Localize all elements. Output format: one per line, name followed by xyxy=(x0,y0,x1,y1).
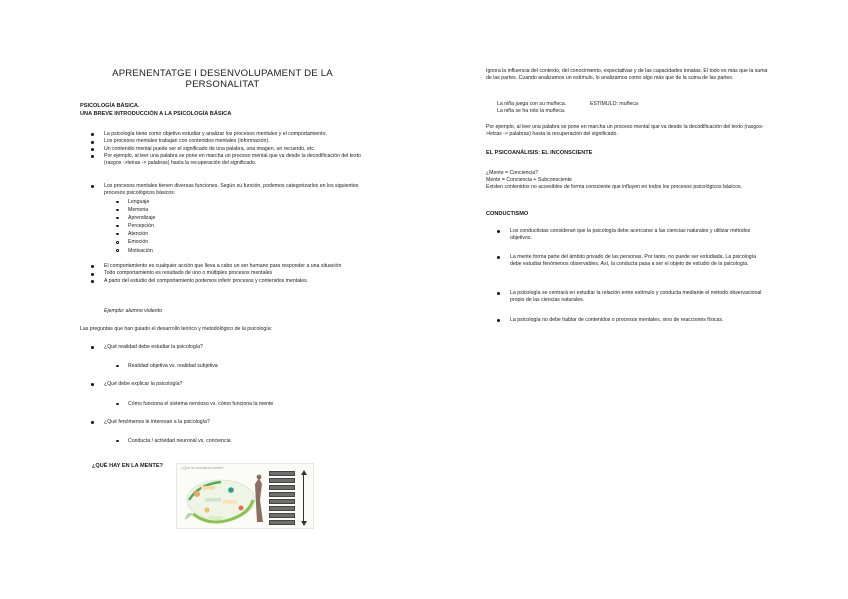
diagram-level-box xyxy=(269,485,295,490)
diagram-level-box xyxy=(269,506,295,511)
list-item: La psicología tiene como objetivo estudiar y analizar los procesos mentales y el comportamiento. xyxy=(80,131,365,138)
diagram-level-box xyxy=(269,499,295,504)
conduct-bullet-1 xyxy=(486,228,768,243)
question-item: ¿Qué realidad debe estudiar la psicología? xyxy=(80,344,365,351)
reading-example-paragraph: Por ejemplo, al leer una palabra se pone en marcha un proceso mental que va desde la decodificación del texto (rasgos->letras -> palabras) hasta la recuperación del significado. xyxy=(486,124,764,138)
process-item: Emoción xyxy=(80,238,280,246)
diagram-level-box xyxy=(269,513,295,518)
question-2 xyxy=(80,381,365,388)
conduct-bullet-3 xyxy=(486,290,768,305)
diagram-title: ¿Qué se estudia la mente? xyxy=(181,466,225,470)
list-item: La mente forma parte del ámbito privado de las personas. Por tanto, no puede ser estudiada. La psicología debe estudiar fenómenos observables. Así, la conducta pasa a ser el objeto de estudio de la psicología. xyxy=(486,254,768,269)
psico-line-1: ¿Mente = Conciencia? xyxy=(486,170,539,176)
process-item: Aprendizaje xyxy=(80,214,280,222)
answer-item: Realidad objetiva vs. realidad subjetiva xyxy=(80,362,340,370)
brain-processes-illustration xyxy=(179,470,269,530)
list-item: La psicología se centrará en estudiar la relación entre estímulo y conducta mediante el método observacional propio de las ciencias naturales. xyxy=(486,290,768,305)
example-stimulus: ESTÍMULO: muñeca xyxy=(590,101,638,107)
question-item: ¿Qué debe explicar la psicología? xyxy=(80,381,365,388)
answer-item: Cómo funciona el sistema nervioso vs. cómo funciona la mente xyxy=(80,400,340,408)
process-item: Atención xyxy=(80,230,280,238)
answer-1 xyxy=(80,362,340,370)
process-item: Memoria xyxy=(80,206,280,214)
section-heading-psicologia-basica: PSICOLOGÍA BÁSICA. xyxy=(80,103,140,109)
conduct-bullet-2 xyxy=(486,254,768,269)
question-item: ¿Qué fenómenos le interesan a la psicología? xyxy=(80,419,365,426)
gestalt-intro-paragraph: Ignora la influencia del contexto, del conocimiento, expectativas y de las capacidades innatas. El todo es más que la suma de las partes. Cuando analizamos un estímulo, lo analizamos como algo más que de la suma de las partes. xyxy=(486,68,768,82)
list-item: El comportamiento es cualquier acción que lleva a cabo un ser humano para responder a una situación xyxy=(80,263,365,270)
psico-paragraph: Existen contenidos no accesibles de forma consciente que influyen en todos los procesos psicológicos básicos. xyxy=(486,184,743,190)
list-item: Por ejemplo, al leer una palabra se pone en marcha un proceso mental que va desde la decodificación del texto (rasgos ->letras -> palabras) hasta la recuperación del significado. xyxy=(80,153,365,168)
question-1 xyxy=(80,344,365,351)
mind-heading: ¿QUÉ HAY EN LA MENTE? xyxy=(92,463,163,469)
process-item: Percepción xyxy=(80,222,280,230)
bullet-list-functions xyxy=(80,183,365,198)
list-item: La psicología no debe hablar de contenidos o procesos mentales, sino de reacciones físicas. xyxy=(486,317,768,324)
list-item: Los procesos mentales tienen diversas funciones. Según su función, podemos categorizarlos en los siguientes procesos psicológicos básicos: xyxy=(80,183,365,198)
process-item: Lenguaje xyxy=(80,198,280,206)
bullet-list-behavior xyxy=(80,263,365,285)
arrow-down-icon xyxy=(301,521,307,526)
questions-intro: Las preguntas que han guiado el desarrollo teórico y metodológico de la psicología: xyxy=(80,326,273,332)
mind-diagram-figure xyxy=(176,463,314,529)
diagram-level-box xyxy=(269,471,295,476)
answer-3 xyxy=(80,437,340,445)
list-item: Un contenido mental puede ser el significado de una palabra, una imagen, un recuerdo, etc. xyxy=(80,146,365,153)
example-text: Ejemplo: alumno violento xyxy=(104,308,162,314)
answer-item: Conducta / actividad neuronal vs. conciencia xyxy=(80,437,340,445)
conduct-bullet-4 xyxy=(486,317,768,324)
answer-2 xyxy=(80,400,340,408)
example-line-2: La niña se ha roto la muñeca. xyxy=(497,108,566,114)
bullet-list-intro xyxy=(80,131,365,167)
question-3 xyxy=(80,419,365,426)
section-heading-conductismo: CONDUCTISMO xyxy=(486,211,529,217)
list-item: Todo comportamiento es resultado de uno o múltiples procesos mentales xyxy=(80,270,365,277)
example-line-1: La niña juega con su muñeca. xyxy=(497,101,567,107)
diagram-level-box xyxy=(269,520,295,525)
list-item: Los conductistas consideran que la psicología debe acercarse a las ciencias naturales y utilizar métodos objetivos. xyxy=(486,228,768,243)
diagram-level-box xyxy=(269,492,295,497)
process-item: Motivación xyxy=(80,247,280,255)
list-item: Los procesos mentales trabajan con contenidos mentales (información). xyxy=(80,138,365,145)
diagram-level-box xyxy=(269,478,295,483)
section-subheading-intro: UNA BREVE INTRODUCCIÓN A LA PSICOLOGÍA BÁSICA xyxy=(80,111,232,117)
list-item: A partir del estudio del comportamiento podemos inferir procesos y contenidos mentales. xyxy=(80,278,365,285)
psico-line-2: Mente = Conciencia + Subconsciente xyxy=(486,177,572,183)
document-title: APRENENTATGE I DESENVOLUPAMENT DE LA PERSONALITAT xyxy=(112,68,333,90)
section-heading-psicoanalisis: EL PSICOANÁLISIS: EL INCONSCIENTE xyxy=(486,150,593,156)
process-list xyxy=(80,198,280,255)
arrow-shaft xyxy=(303,474,304,522)
